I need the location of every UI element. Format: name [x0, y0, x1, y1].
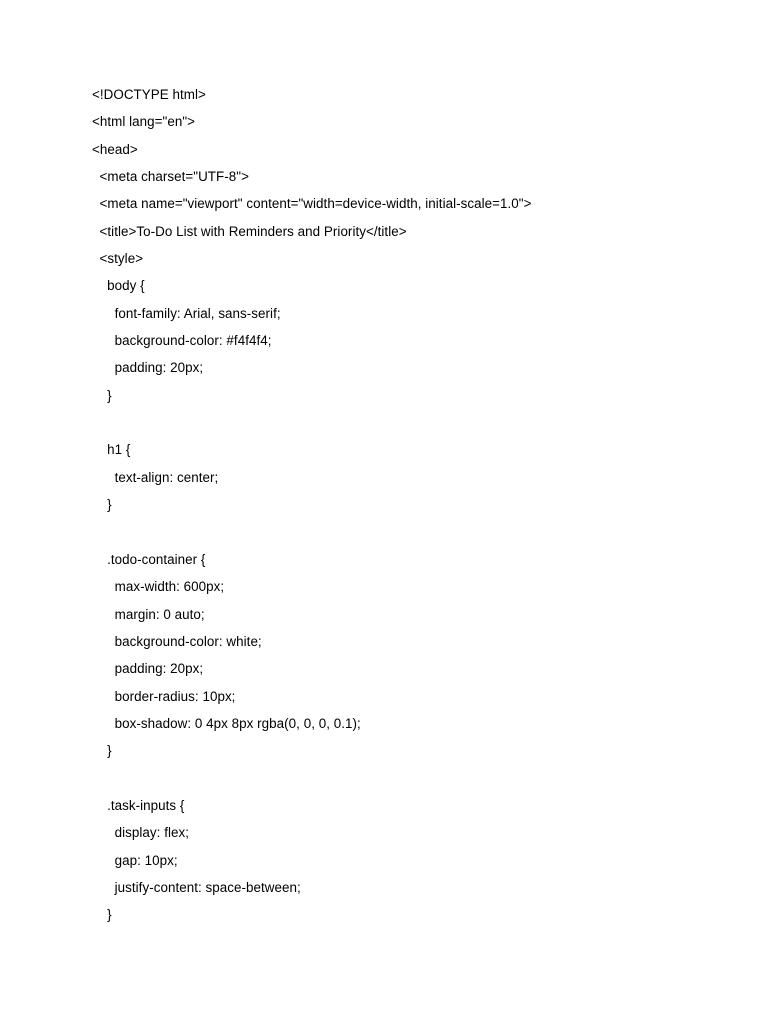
- code-text-block: [92, 84, 732, 932]
- blank-line: [92, 522, 732, 549]
- code-line: border-radius: 10px;: [92, 688, 236, 704]
- code-line: <style>: [92, 251, 144, 267]
- code-line: }: [92, 387, 112, 403]
- code-line: background-color: white;: [92, 633, 262, 649]
- code-line: }: [92, 497, 112, 513]
- code-line: justify-content: space-between;: [92, 879, 301, 895]
- code-line: <title>To-Do List with Reminders and Priority</title>: [92, 223, 407, 239]
- code-line: .task-inputs {: [92, 797, 185, 813]
- code-line: .todo-container {: [92, 551, 206, 567]
- code-line: font-family: Arial, sans-serif;: [92, 305, 281, 321]
- code-line: text-align: center;: [92, 469, 219, 485]
- code-line: }: [92, 907, 112, 923]
- code-line: <head>: [92, 141, 138, 157]
- code-line: padding: 20px;: [92, 661, 204, 677]
- blank-line: [92, 412, 732, 439]
- code-line: background-color: #f4f4f4;: [92, 333, 272, 349]
- blank-line: [92, 768, 732, 795]
- code-line: gap: 10px;: [92, 852, 178, 868]
- code-line: <meta charset="UTF-8">: [92, 169, 249, 185]
- code-line: display: flex;: [92, 825, 190, 841]
- code-line: max-width: 600px;: [92, 579, 225, 595]
- code-line: <html lang="en">: [92, 114, 195, 130]
- code-line: h1 {: [92, 442, 131, 458]
- code-line: body {: [92, 278, 145, 294]
- code-line: <!DOCTYPE html>: [92, 87, 206, 102]
- code-line: margin: 0 auto;: [92, 606, 205, 622]
- code-line: }: [92, 743, 112, 759]
- code-line: <meta name="viewport" content="width=device-width, initial-scale=1.0">: [92, 196, 532, 212]
- code-line: padding: 20px;: [92, 360, 204, 376]
- code-line: box-shadow: 0 4px 8px rgba(0, 0, 0, 0.1);: [92, 715, 361, 731]
